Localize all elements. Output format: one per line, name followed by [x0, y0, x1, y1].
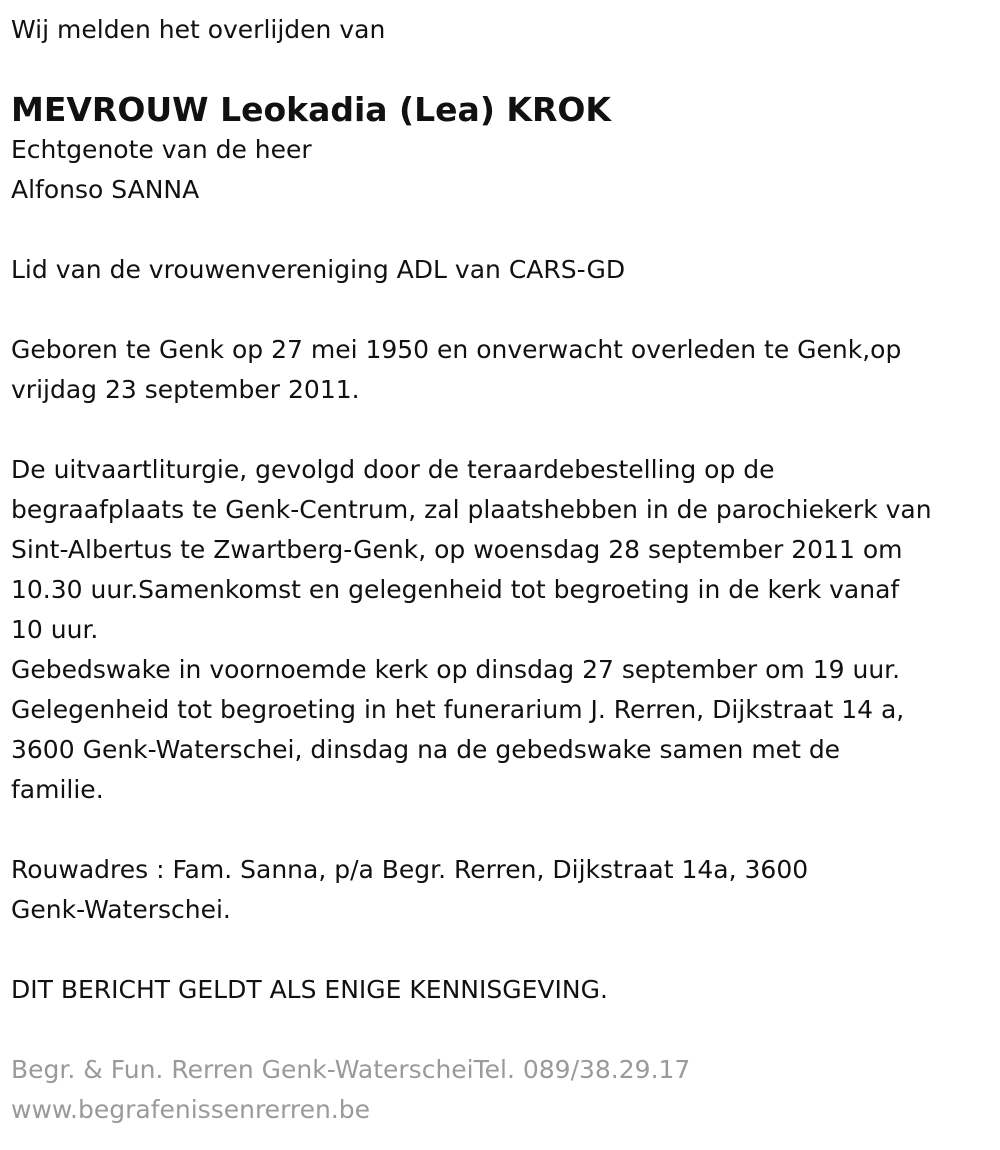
spacer [11, 50, 1000, 90]
spouse-label: Echtgenote van de heer [11, 135, 312, 164]
wake-line: Gebedswake in voornoemde kerk op dinsdag 27 september om 19 uur. [11, 655, 901, 684]
mourning-address-line: Genk-Waterschei. [11, 895, 231, 924]
funeral-line: Sint-Albertus te Zwartberg-Genk, op woensdag 28 september 2011 om [11, 535, 903, 564]
mourning-address-line: Rouwadres : Fam. Sanna, p/a Begr. Rerren, Dijkstraat 14a, 3600 [11, 855, 809, 884]
birth-death-line: Geboren te Genk op 27 mei 1950 en onverwacht overleden te Genk,op [11, 335, 902, 364]
notice-text: DIT BERICHT GELDT ALS ENIGE KENNISGEVING. [11, 975, 608, 1004]
spacer [11, 1010, 1000, 1050]
funeral-line: begraafplaats te Genk-Centrum, zal plaatshebben in de parochiekerk van [11, 495, 932, 524]
visitation-line: 3600 Genk-Waterschei, dinsdag na de gebedswake samen met de [11, 735, 841, 764]
spacer [11, 210, 1000, 250]
spacer [11, 410, 1000, 450]
funeral-home-contact: Begr. & Fun. Rerren Genk-WaterscheiTel. 089/38.29.17 [11, 1055, 691, 1084]
deceased-name: MEVROUW Leokadia (Lea) KROK [11, 90, 611, 129]
visitation-line: Gelegenheid tot begroeting in het funerarium J. Rerren, Dijkstraat 14 a, [11, 695, 905, 724]
membership-text: Lid van de vrouwenvereniging ADL van CARS-GD [11, 255, 626, 284]
intro-text: Wij melden het overlijden van [11, 15, 386, 44]
birth-death-line: vrijdag 23 september 2011. [11, 375, 360, 404]
funeral-line: De uitvaartliturgie, gevolgd door de teraardebestelling op de [11, 455, 775, 484]
spacer [11, 810, 1000, 850]
funeral-home-website: www.begrafenissenrerren.be [11, 1095, 371, 1124]
funeral-line: 10 uur. [11, 615, 99, 644]
spacer [11, 290, 1000, 330]
spouse-name: Alfonso SANNA [11, 175, 200, 204]
visitation-line: familie. [11, 775, 104, 804]
funeral-line: 10.30 uur.Samenkomst en gelegenheid tot begroeting in de kerk vanaf [11, 575, 900, 604]
spacer [11, 930, 1000, 970]
